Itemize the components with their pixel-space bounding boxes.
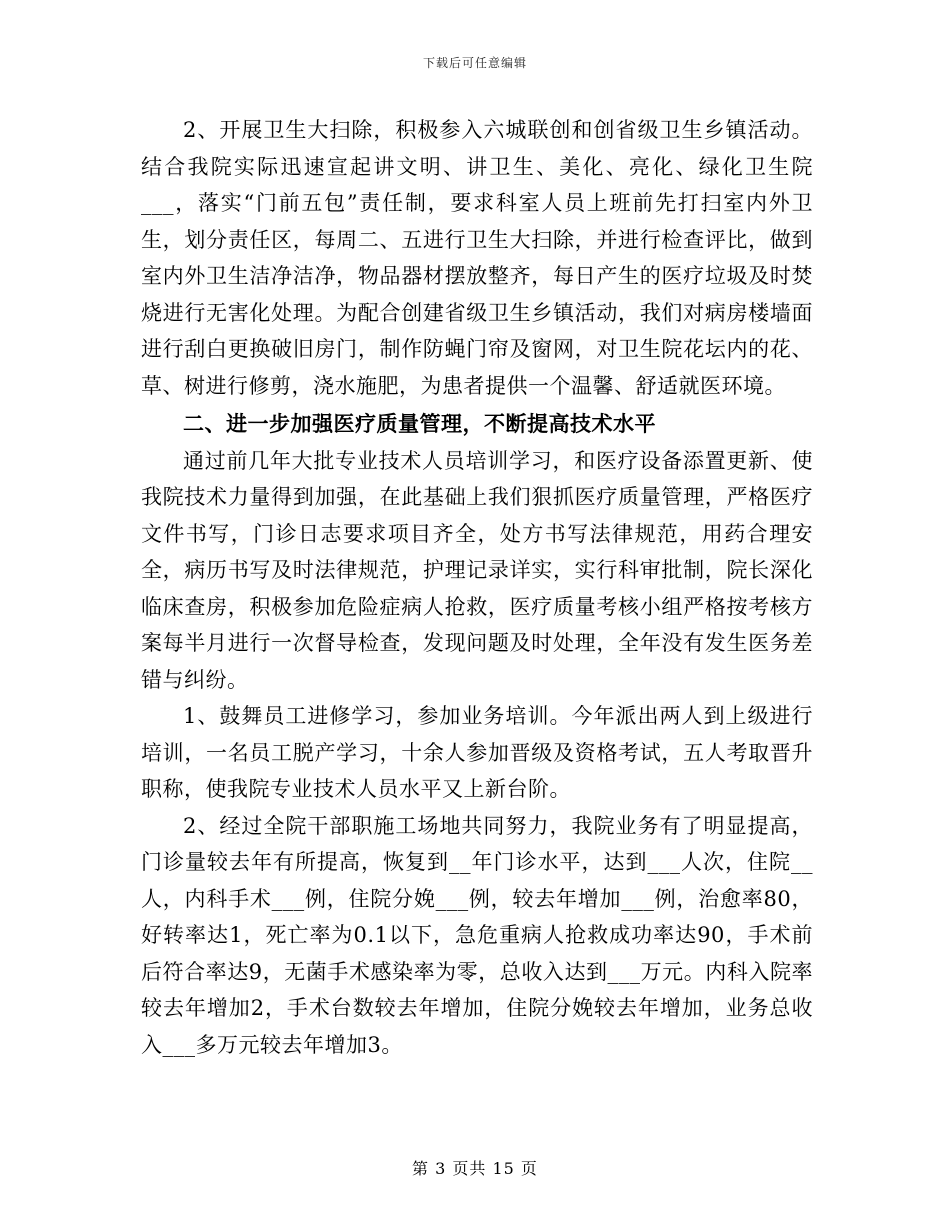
paragraph-training: 1、鼓舞员工进修学习，参加业务培训。今年派出两人到上级进行培训，一名员工脱产学习，十余人参加晋级及资格考试，五人考取晋升职称，使我院专业技术人员水平又上新台阶。 <box>141 704 813 801</box>
page-number-footer: 第 3 页共 15 页 <box>412 1159 538 1178</box>
section-heading-medical-quality: 二、进一步加强医疗质量管理，不断提高技术水平 <box>183 412 656 436</box>
paragraph-sanitation: 2、开展卫生大扫除，积极参入六城联创和创省级卫生乡镇活动。结合我院实际迅速宣起讲文明、讲卫生、美化、亮化、绿化卫生院___，落实“门前五包”责任制，要求科室人员上班前先打扫室内外卫生，划分责任区，每周二、五进行卫生大扫除，并进行检查评比，做到室内外卫生洁净洁净，物品器材摆放整齐，每日产生的医疗垃圾及时焚烧进行无害化处理。为配合创建省级卫生乡镇活动，我们对病房楼墙面进行刮白更换破旧房门，制作防蝇门帘及窗网，对卫生院花坛内的花、草、树进行修剪，浇水施肥，为患者提供一个温馨、舒适就医环境。 <box>141 118 813 398</box>
document-body <box>141 112 813 1063</box>
page-header: 下载后可任意编辑 <box>422 56 527 70</box>
paragraph-business-stats: 2、经过全院干部职施工场地共同努力，我院业务有了明显提高，门诊量较去年有所提高，恢复到__年门诊水平，达到___人次，住院__人，内科手术___例，住院分娩___例，较去年增加___例，治愈率80，好转率达1，死亡率为0.1以下，急危重病人抢救成功率达90，手术前后符合率达9，无菌手术感染率为零，总收入达到___万元。内科入院率较去年增加2，手术台数较去年增加，住院分娩较去年增加，业务总收入___多万元较去年增加3。 <box>141 813 813 1057</box>
paragraph-medical-quality: 通过前几年大批专业技术人员培训学习，和医疗设备添置更新、使我院技术力量得到加强，在此基础上我们狠抓医疗质量管理，严格医疗文件书写，门诊日志要求项目齐全，处方书写法律规范，用药合理安全，病历书写及时法律规范，护理记录详实，实行科审批制，院长深化临床查房，积极参加危险症病人抢救，医疗质量考核小组严格按考核方案每半月进行一次督导检查，发现问题及时处理，全年没有发生医务差错与纠纷。 <box>141 448 813 692</box>
